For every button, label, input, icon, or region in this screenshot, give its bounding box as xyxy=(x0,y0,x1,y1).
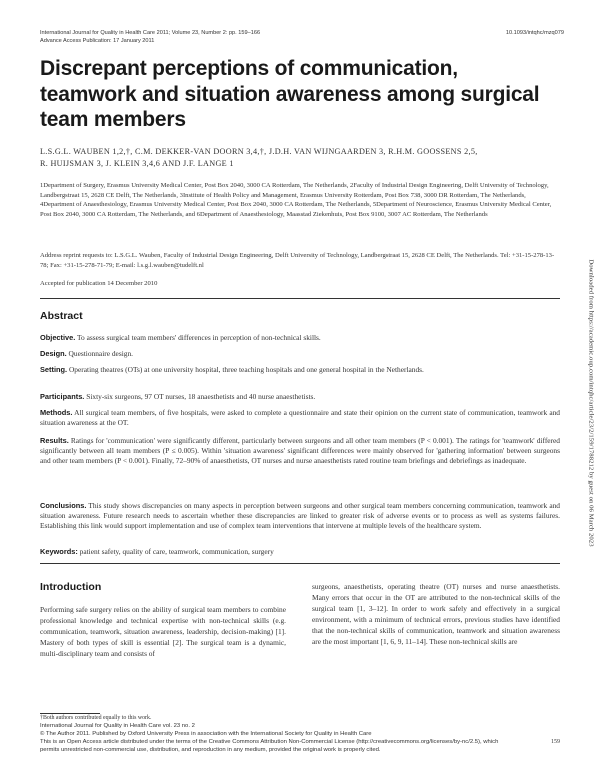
abstract-design xyxy=(40,349,560,359)
footnotes xyxy=(40,714,500,754)
author-list xyxy=(40,146,560,170)
introduction-right-column: surgeons, anaesthetists, operating theatre (OT) nurses and nurse anaesthetists. Many errors that occur in the OT are attributed to the non-technical skills of the surgical team [1, 3–12]. In order to work safely and effectively in a surgical environment, with a minimum of technical errors, previous studies have identified that the non-technical skills of communication, teamwork and situation awareness are the most important [1, 6, 9, 11–14]. These non-technical skills are xyxy=(312,582,560,647)
abstract-results xyxy=(40,436,560,466)
copyright-notice: © The Author 2011. Published by Oxford University Press in association with the International Society for Quality in Health Care xyxy=(40,731,372,737)
abstract-keywords xyxy=(40,547,560,557)
affiliations: 1Department of Surgery, Erasmus University Medical Center, Post Box 2040, 3000 CA Rotterdam, The Netherlands, 2Faculty of Industrial Design Engineering, Delft University of Technology, Landbergstraat 15, 2628 CE Delft, The Netherlands, 3Institute of Health Policy and Management, Erasmus University Rotterdam, Post Box 738, 3000 DR Rotterdam, The Netherlands, 4Department of Anaesthesiology, Erasmus University Medical Center, Post Box 2040, 3000 CA Rotterdam, The Netherlands, 5Department of Neuroscience, Erasmus University Medical Center, Post Box 2040, 3000 CA Rotterdam, The Netherlands, and 6Department of Anaesthesiology, Maasstad Ziekenhuis, Post Box 9100, 3007 AC Rotterdam, The Netherlands xyxy=(40,182,552,218)
abstract-methods xyxy=(40,408,560,428)
abstract-objective xyxy=(40,333,560,343)
keywords-text: patient safety, quality of care, teamwork, communication, surgery xyxy=(77,547,274,556)
author-line-1: L.S.G.L. WAUBEN 1,2,†, C.M. DEKKER-VAN DOORN 3,4,†, J.D.H. VAN WIJNGAARDEN 3, R.H.M. GOOSSENS 2,5, xyxy=(40,147,478,156)
methods-text: All surgical team members, of five hospitals, were asked to complete a questionnaire and state their opinion on the current state of communication, teamwork and situation awareness at the OT. xyxy=(40,408,560,427)
conclusions-text: This study shows discrepancies on many aspects in perception between surgeons and other surgical team members concerning communication, teamwork and situation awareness. Future research needs to ascertain whether these discrepancies are linked to greater risk of adverse events or to process as well as systems failures. Establishing this link would support implementation and use of complex team interventions that intervene at multiple levels of the healthcare system. xyxy=(40,501,560,530)
article-title: Discrepant perceptions of communication, teamwork and situation awareness among surgical team members xyxy=(40,57,540,131)
introduction-left-column: Performing safe surgery relies on the ability of surgical team members to combine professional knowledge and technical expertise with non-technical skills (e.g. communication, teamwork, situation awareness, leadership, decision-making) [1]. Mastery of both types of skill is essential [2]. The surgical team is a dynamic, multi-disciplinary team and consists of xyxy=(40,605,286,659)
advance-access-line: Advance Access Publication: 17 January 2011 xyxy=(40,37,155,44)
participants-label: Participants. xyxy=(40,392,85,401)
keywords-label: Keywords: xyxy=(40,547,78,556)
correspondence-address: Address reprint requests to: L.S.G.L. Wauben, Faculty of Industrial Design Engineering, Delft University of Technology, Landbergstraat 15, 2628 CE Delft, The Netherlands. Tel: +31-15-278-13-78; Fax: +31-15-278-71-79; E-mail: l.s.g.l.wauben@tudelft.nl xyxy=(40,252,555,269)
design-label: Design. xyxy=(40,349,67,358)
objective-label: Objective. xyxy=(40,333,76,342)
objective-text: To assess surgical team members' differences in perception of non-technical skills. xyxy=(75,333,321,342)
doi-link[interactable]: 10.1093/intqhc/mzq079 xyxy=(505,30,564,36)
results-text: Ratings for 'communication' were significantly different, particularly between surgeons and all other team members (P < 0.001). The ratings for 'teamwork' differed significantly between all team members (P ≤ 0.005). Within 'situation awareness' significant differences were mainly observed for 'gathering information' between surgeons and other team members (P < 0.001). Finally, 72–90% of anaesthetists, OT nurses and nurse anaesthetists rated routine team briefings and debriefings as inadequate. xyxy=(40,436,560,465)
license-notice: This is an Open Access article distributed under the terms of the Creative Commons Attribution Non-Commercial License (http://creativecommons.org/licenses/by-nc/2.5), which permits unrestricted non-commercial use, distribution, and reproduction in any medium, provided the original work is properly cited. xyxy=(40,739,499,753)
download-watermark: Downloaded from https://academic.oup.com/intqhc/article/23/2/159/1788212 by guest on 06 March 2023 xyxy=(587,259,595,547)
abstract-participants xyxy=(40,392,560,402)
results-label: Results. xyxy=(40,436,69,445)
divider-bottom xyxy=(40,563,560,564)
journal-citation: International Journal for Quality in Health Care vol. 23 no. 2 xyxy=(40,723,195,729)
methods-label: Methods. xyxy=(40,408,73,417)
design-text: Questionnaire design. xyxy=(66,349,133,358)
conclusions-label: Conclusions. xyxy=(40,501,87,510)
divider-top xyxy=(40,298,560,299)
running-header xyxy=(40,30,260,45)
setting-text: Operating theatres (OTs) at one university hospital, three teaching hospitals and one general hospital in the Netherlands. xyxy=(67,365,424,374)
participants-text: Sixty-six surgeons, 97 OT nurses, 18 anaesthetists and 40 nurse anaesthetists. xyxy=(84,392,316,401)
abstract-conclusions xyxy=(40,501,560,531)
page-number: 159 xyxy=(551,739,560,745)
abstract-heading: Abstract xyxy=(40,310,83,322)
introduction-heading: Introduction xyxy=(40,581,102,593)
abstract-setting xyxy=(40,365,560,375)
setting-label: Setting. xyxy=(40,365,68,374)
accepted-date: Accepted for publication 14 December 2010 xyxy=(40,280,158,287)
equal-contribution-note: †Both authors contributed equally to this work. xyxy=(40,715,152,721)
author-line-2: R. HUIJSMAN 3, J. KLEIN 3,4,6 AND J.F. LANGE 1 xyxy=(40,159,234,168)
journal-line: International Journal for Quality in Health Care 2011; Volume 23, Number 2: pp. 159–166 xyxy=(40,30,261,36)
